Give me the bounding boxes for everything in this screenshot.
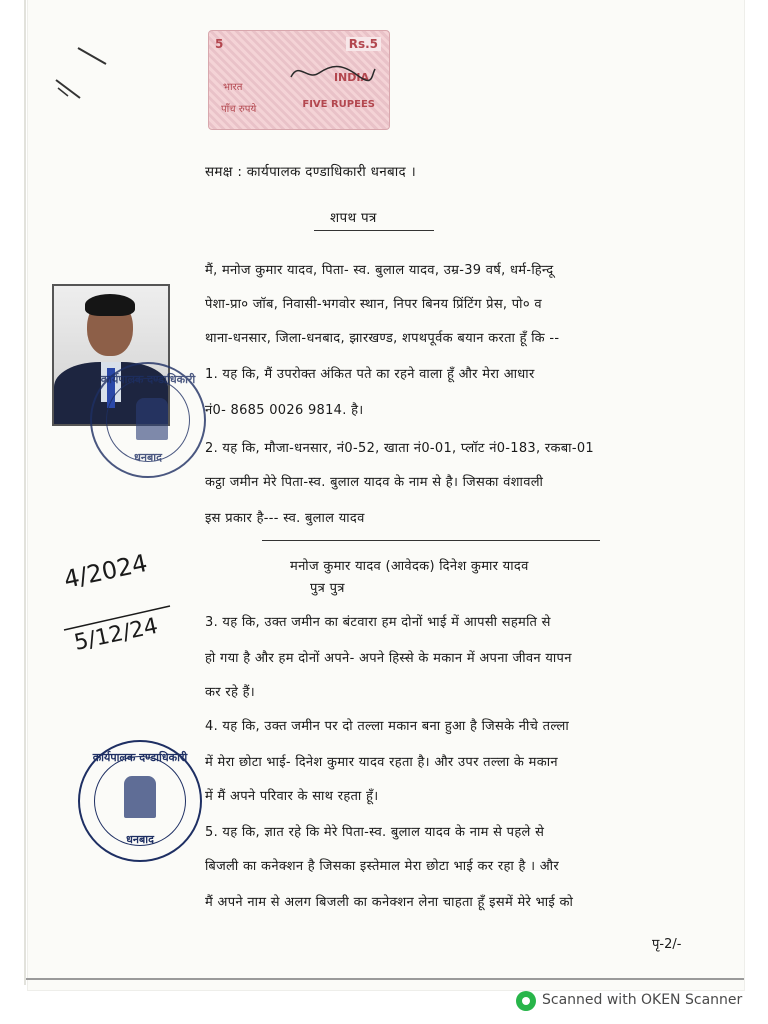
text-line-14: 4. यह कि, उक्त जमीन पर दो तल्ला मकान बना हुआ है जिसके नीचे तल्ला — [205, 719, 570, 734]
court-fee-stamp — [208, 30, 390, 130]
text-line-11: 3. यह कि, उक्त जमीन का बंटवारा हम दोनों भाई में आपसी सहमति से — [205, 615, 551, 630]
seal-top-text: कार्यपालक दण्डाधिकारी — [100, 373, 196, 386]
text-line-18: बिजली का कनेक्शन है जिसका इस्तेमाल मेरा छोटा भाई कर रहा है । और — [205, 859, 559, 874]
handwritten-note — [58, 548, 178, 666]
page-bottom-edge — [26, 978, 744, 980]
magistrate-seal-top — [90, 362, 206, 478]
oken-scanner-logo-icon — [516, 991, 536, 1011]
document-heading: शपथ पत्र — [330, 210, 377, 226]
magistrate-seal-bottom — [78, 740, 202, 862]
emblem-icon — [124, 776, 156, 818]
genealogy-line — [262, 540, 600, 541]
handwritten-number: 4/2024 — [61, 548, 150, 594]
text-line-12: हो गया है और हम दोनों अपने- अपने हिस्से के मकान में अपना जीवन यापन — [205, 651, 572, 666]
text-line-16: में मैं अपने परिवार के साथ रहता हूँ। — [205, 789, 379, 804]
handwritten-date: 5/12/24 — [72, 613, 161, 656]
text-line-13: कर रहे हैं। — [205, 685, 256, 700]
stamp-denomination-left: 5 — [215, 37, 224, 51]
text-line-15: में मेरा छोटा भाई- दिनेश कुमार यादव रहता है। और उपर तल्ला के मकान — [205, 755, 558, 770]
text-line-6: 2. यह कि, मौजा-धनसार, नं0-52, खाता नं0-01, प्लॉट नं0-183, रकबा-01 — [205, 441, 594, 456]
stamp-hindi-left: भारत — [223, 82, 243, 93]
stamp-country: INDIA — [333, 71, 369, 84]
seal-top-place: धनबाद — [134, 451, 162, 464]
text-line-4: 1. यह कि, मैं उपरोक्त अंकित पते का रहने वाला हूँ और मेरा आधार — [205, 367, 535, 382]
text-line-17: 5. यह कि, ज्ञात रहे कि मेरे पिता-स्व. बुलाल यादव के नाम से पहले से — [205, 825, 545, 840]
text-line-19: मैं अपने नाम से अलग बिजली का कनेक्शन लेना चाहता हूँ इसमें मेरे भाई को — [205, 895, 574, 910]
seal-bottom-text: कार्यपालक दण्डाधिकारी — [92, 751, 188, 764]
text-line-1: मैं, मनोज कुमार यादव, पिता- स्व. बुलाल यादव, उम्र-39 वर्ष, धर्म-हिन्दू — [205, 263, 554, 278]
text-line-7: कट्ठा जमीन मेरे पिता-स्व. बुलाल यादव के नाम से है। जिसका वंशावली — [205, 475, 544, 490]
heading-underline — [314, 230, 434, 231]
addressee-line: समक्ष : कार्यपालक दण्डाधिकारी धनबाद । — [205, 164, 417, 180]
emblem-icon — [136, 398, 168, 440]
text-line-3: थाना-धनसार, जिला-धनबाद, झारखण्ड, शपथपूर्वक बयान करता हूँ कि -- — [205, 331, 560, 346]
stamp-signature-icon — [287, 55, 377, 91]
pen-mark-icon — [46, 38, 126, 108]
stamp-value: FIVE RUPEES — [302, 99, 375, 110]
page-number: पृ-2/- — [652, 937, 682, 952]
text-line-2: पेशा-प्रा० जॉब, निवासी-भगवोर स्थान, निपर बिनय प्रिंटिंग प्रेस, पो० व — [205, 297, 542, 312]
scanner-watermark: Scanned with OKEN Scanner — [542, 992, 743, 1008]
text-line-8: इस प्रकार है--- स्व. बुलाल यादव — [205, 511, 365, 526]
text-line-10: पुत्र पुत्र — [310, 581, 345, 596]
stamp-denomination-right: Rs.5 — [346, 37, 381, 51]
text-line-5: नं0- 8685 0026 9814. है। — [205, 403, 364, 418]
stamp-hindi-bottom: पाँच रुपये — [221, 104, 257, 115]
text-line-9: मनोज कुमार यादव (आवेदक) दिनेश कुमार यादव — [290, 559, 529, 574]
seal-bottom-place: धनबाद — [126, 833, 154, 846]
page-edge — [24, 0, 26, 985]
